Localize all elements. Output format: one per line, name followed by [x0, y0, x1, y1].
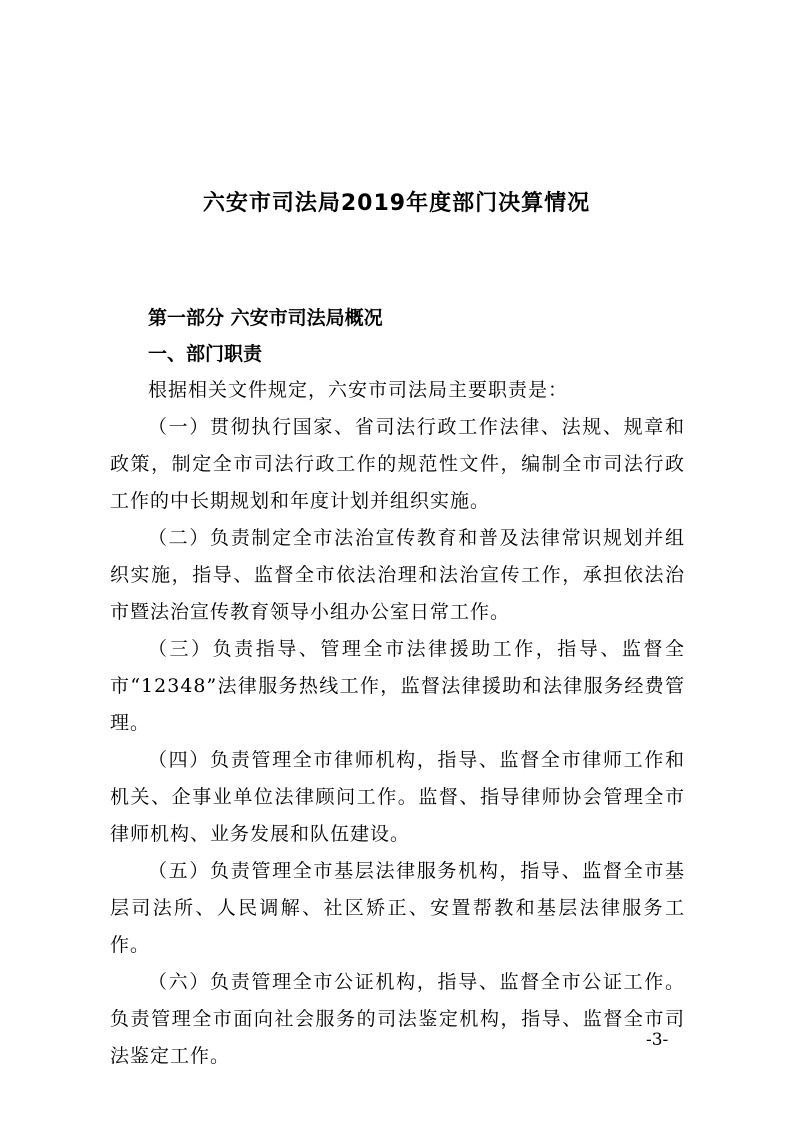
document-title: 六安市司法局2019年度部门决算情况 [202, 191, 591, 216]
part-heading: 第一部分 六安市司法局概况 [148, 307, 383, 329]
duty-paragraph-3: （三）负责指导、管理全市法律援助工作，指导、监督全市“12348”法律服务热线工作，监督法律援助和法律服务经费管理。 [110, 638, 685, 734]
duty-paragraph-6: （六）负责管理全市公证机构，指导、监督全市公证工作。负责管理全市面向社会服务的司法鉴定机构，指导、监督全市司法鉴定工作。 [110, 971, 685, 1067]
duty-paragraph-4: （四）负责管理全市律师机构，指导、监督全市律师工作和机关、企事业单位法律顾问工作。监督、指导律师协会管理全市律师机构、业务发展和队伍建设。 [110, 749, 685, 845]
page-number: -3- [646, 1030, 669, 1050]
duty-paragraph-1: （一）贯彻执行国家、省司法行政工作法律、法规、规章和政策，制定全市司法行政工作的规范性文件，编制全市司法行政工作的中长期规划和年度计划并组织实施。 [110, 416, 685, 512]
duty-paragraph-5: （五）负责管理全市基层法律服务机构，指导、监督全市基层司法所、人民调解、社区矫正、安置帮教和基层法律服务工作。 [110, 860, 685, 956]
section-heading: 一、部门职责 [148, 343, 263, 365]
duty-paragraph-2: （二）负责制定全市法治宣传教育和普及法律常识规划并组织实施，指导、监督全市依法治理和法治宣传工作，承担依法治市暨法治宣传教育领导小组办公室日常工作。 [110, 527, 685, 623]
document-body [110, 300, 685, 1075]
intro-paragraph: 根据相关文件规定，六安市司法局主要职责是： [148, 379, 569, 401]
